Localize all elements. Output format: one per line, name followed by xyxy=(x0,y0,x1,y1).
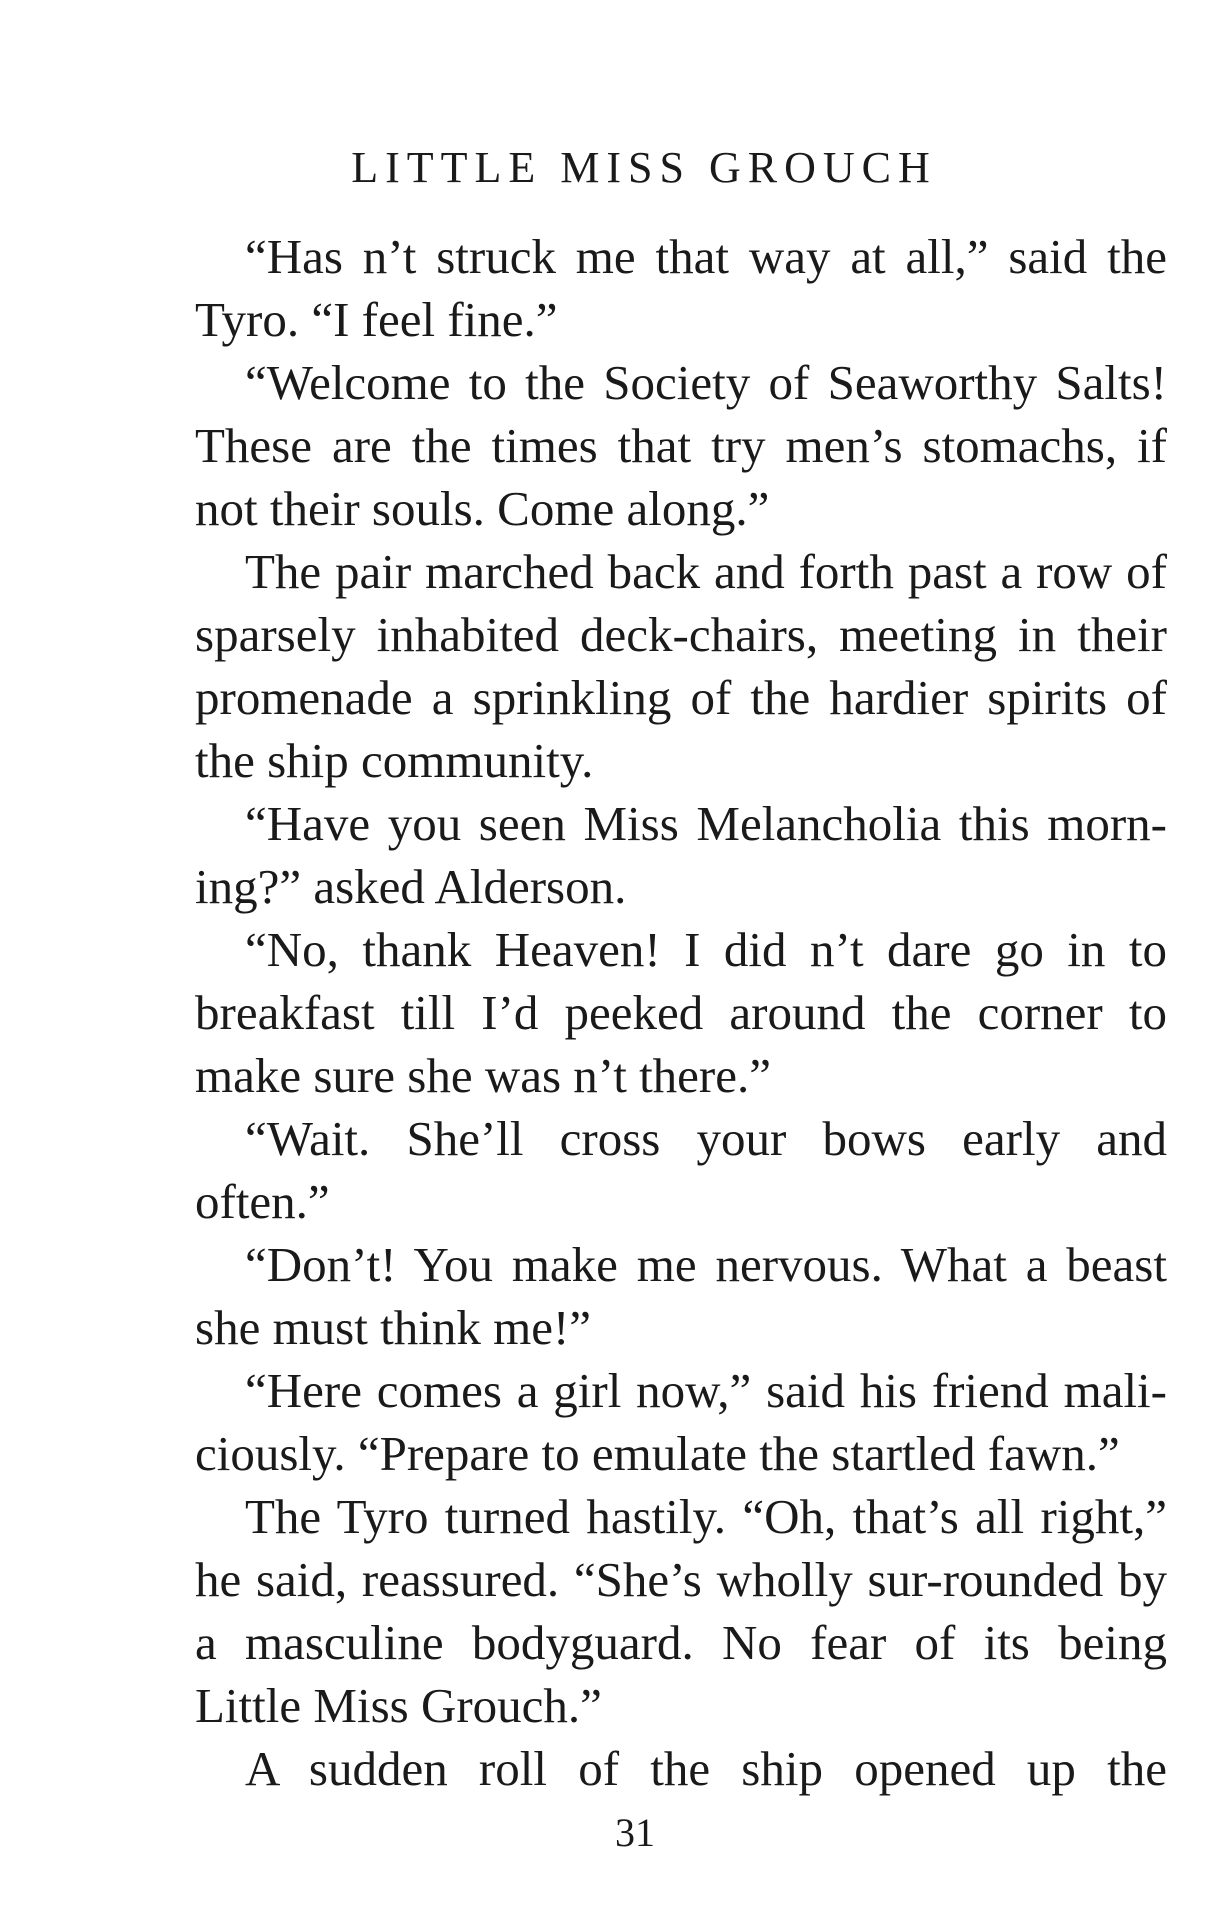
paragraph-3: The pair marched back and forth past a row of sparsely inhabited deck-chairs, meeting in their promenade a sprinkling of the hardier spirits of the ship community. xyxy=(195,544,1167,788)
paragraph-9: The Tyro turned hastily. “Oh, that’s all right,” he said, reassured. “She’s wholly sur-rounded by a masculine bodyguard. No fear of its being Little Miss Grouch.” xyxy=(195,1489,1167,1733)
paragraph-7: “Don’t! You make me nervous. What a beast she must think me!” xyxy=(195,1237,1167,1355)
running-head: LITTLE MISS GROUCH xyxy=(351,143,937,192)
paragraph-2: “Welcome to the Society of Seaworthy Salts! These are the times that try men’s stomachs, if not their souls. Come along.” xyxy=(195,355,1167,536)
paragraph-1: “Has n’t struck me that way at all,” said the Tyro. “I feel fine.” xyxy=(195,229,1167,347)
paragraph-8: “Here comes a girl now,” said his friend mali-ciously. “Prepare to emulate the startled fawn.” xyxy=(195,1363,1167,1481)
paragraph-10: A sudden roll of the ship opened up the xyxy=(245,1741,1167,1796)
page-number: 31 xyxy=(615,1810,655,1855)
paragraph-6: “Wait. She’ll cross your bows early and often.” xyxy=(195,1111,1167,1229)
paragraph-4: “Have you seen Miss Melancholia this morn-ing?” asked Alderson. xyxy=(195,796,1167,914)
body-text xyxy=(195,225,1167,1800)
paragraph-5: “No, thank Heaven! I did n’t dare go in to breakfast till I’d peeked around the corner to make sure she was n’t there.” xyxy=(195,922,1167,1103)
